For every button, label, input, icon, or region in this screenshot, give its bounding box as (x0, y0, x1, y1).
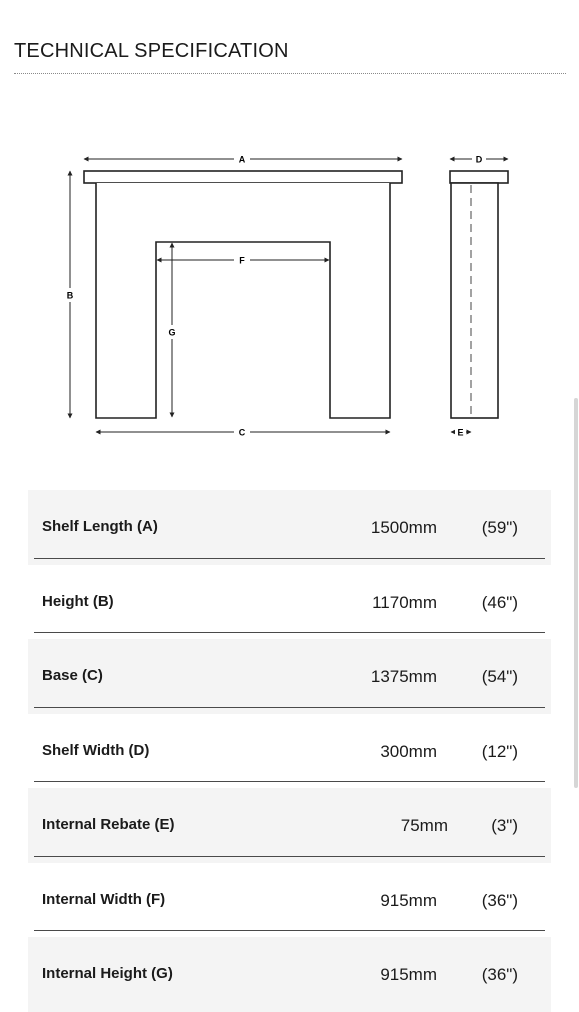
spec-mm-value: 915mm (380, 890, 437, 910)
dimension-e-label: E (457, 427, 464, 438)
spec-inch-value: (3") (491, 816, 518, 835)
spec-mm-value: 915mm (380, 965, 437, 984)
spec-row-base (28, 639, 551, 714)
row-divider (34, 707, 545, 708)
spec-row-height (28, 565, 551, 640)
row-divider (34, 930, 545, 931)
front-body (96, 183, 390, 418)
spec-row-internal-height (28, 937, 551, 1012)
dimension-d-label: D (475, 154, 483, 165)
dimension-c-label: C (238, 427, 246, 438)
row-divider (34, 781, 545, 782)
spec-table (28, 490, 551, 1012)
spec-row-internal-rebate (28, 788, 551, 863)
spec-inch-value: (54") (481, 667, 518, 686)
row-divider (34, 632, 545, 633)
spec-inch-value: (46") (481, 592, 518, 612)
spec-inch-value: (36") (481, 890, 518, 910)
dimension-a-label: A (238, 154, 246, 165)
spec-inch-value: (59") (481, 518, 518, 537)
spec-row-internal-width (28, 863, 551, 938)
spec-row-shelf-length (28, 490, 551, 565)
spec-label: Height (B) (42, 592, 114, 610)
row-divider (34, 558, 545, 559)
spec-label: Internal Rebate (E) (42, 816, 175, 833)
spec-label: Shelf Length (A) (42, 518, 158, 535)
scrollbar[interactable] (574, 398, 578, 788)
spec-label: Base (C) (42, 667, 103, 684)
spec-mm-value: 300mm (380, 741, 437, 761)
row-divider (34, 856, 545, 857)
dimension-g-label: G (168, 327, 176, 338)
spec-inch-value: (12") (481, 741, 518, 761)
spec-mm-value: 1375mm (370, 667, 437, 686)
spec-mm-value: 1500mm (370, 518, 437, 537)
spec-mm-value: 1170mm (372, 592, 437, 612)
fireplace-dimension-diagram (0, 140, 579, 450)
spec-row-shelf-width (28, 714, 551, 789)
spec-inch-value: (36") (481, 965, 518, 984)
dimension-f-label: F (239, 255, 245, 266)
spec-label: Internal Width (F) (42, 890, 166, 908)
spec-label: Internal Height (G) (42, 965, 173, 982)
front-shelf (84, 171, 402, 183)
title-divider (14, 73, 566, 74)
spec-mm-value: 75mm (400, 816, 448, 835)
side-shelf (450, 171, 508, 183)
spec-label: Shelf Width (D) (42, 741, 150, 759)
dimension-b-label: B (66, 290, 74, 301)
page-title: TECHNICAL SPECIFICATION (14, 40, 289, 62)
side-body (451, 183, 498, 418)
